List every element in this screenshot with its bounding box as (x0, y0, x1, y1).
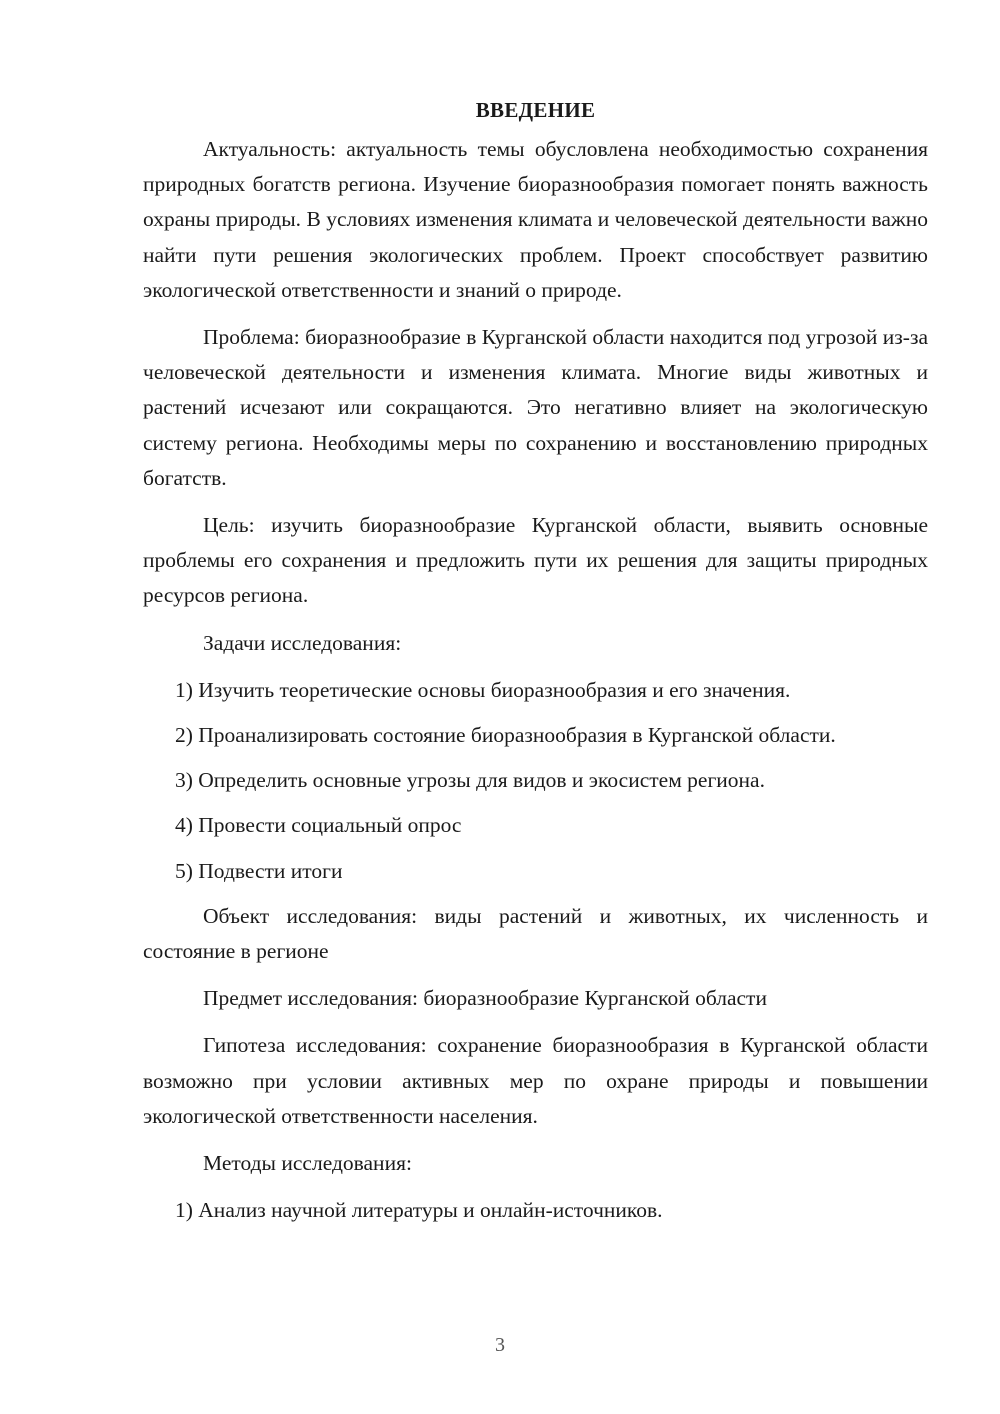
methods-heading: Методы исследования: (203, 1151, 412, 1176)
section-heading: ВВЕДЕНИЕ (475, 98, 596, 122)
document-page (143, 92, 928, 1238)
task-item: 3) Определить основные угрозы для видов и экосистем региона. (175, 768, 765, 793)
task-item: 2) Проанализировать состояние биоразнообразия в Курганской области. (175, 723, 836, 748)
relevance-paragraph: Актуальность: актуальность темы обусловлена необходимостью сохранения природных богатств региона. Изучение биоразнообразия помогает понять важность охраны природы. В условиях изменения климата и человеческой деятельности важно найти пути решения экологических проблем. Проект способствует развитию экологической ответственности и знаний о природе. (143, 137, 928, 302)
task-item: 1) Изучить теоретические основы биоразнообразия и его значения. (175, 677, 791, 702)
problem-paragraph: Проблема: биоразнообразие в Курганской области находится под угрозой из-за человеческой деятельности и изменения климата. Многие виды животных и растений исчезают или сокращаются. Это негативно влияет на экологическую систему региона. Необходимы меры по сохранению и восстановлению природных богатств. (143, 325, 928, 490)
task-item: 4) Провести социальный опрос (175, 813, 462, 838)
object-paragraph: Объект исследования: виды растений и животных, их численность и состояние в регионе (143, 903, 928, 964)
page-number: 3 (495, 1334, 505, 1356)
subject-paragraph: Предмет исследования: биоразнообразие Курганской области (203, 986, 767, 1011)
task-item: 5) Подвести итоги (175, 858, 343, 883)
tasks-heading: Задачи исследования: (203, 630, 402, 655)
hypothesis-paragraph: Гипотеза исследования: сохранение биоразнообразия в Курганской области возможно при условии активных мер по охране природы и повышении экологической ответственности населения. (143, 1033, 928, 1128)
method-item: 1) Анализ научной литературы и онлайн-источников. (175, 1198, 663, 1223)
goal-paragraph: Цель: изучить биоразнообразие Курганской области, выявить основные проблемы его сохранения и предложить пути их решения для защиты природных ресурсов региона. (143, 513, 928, 608)
